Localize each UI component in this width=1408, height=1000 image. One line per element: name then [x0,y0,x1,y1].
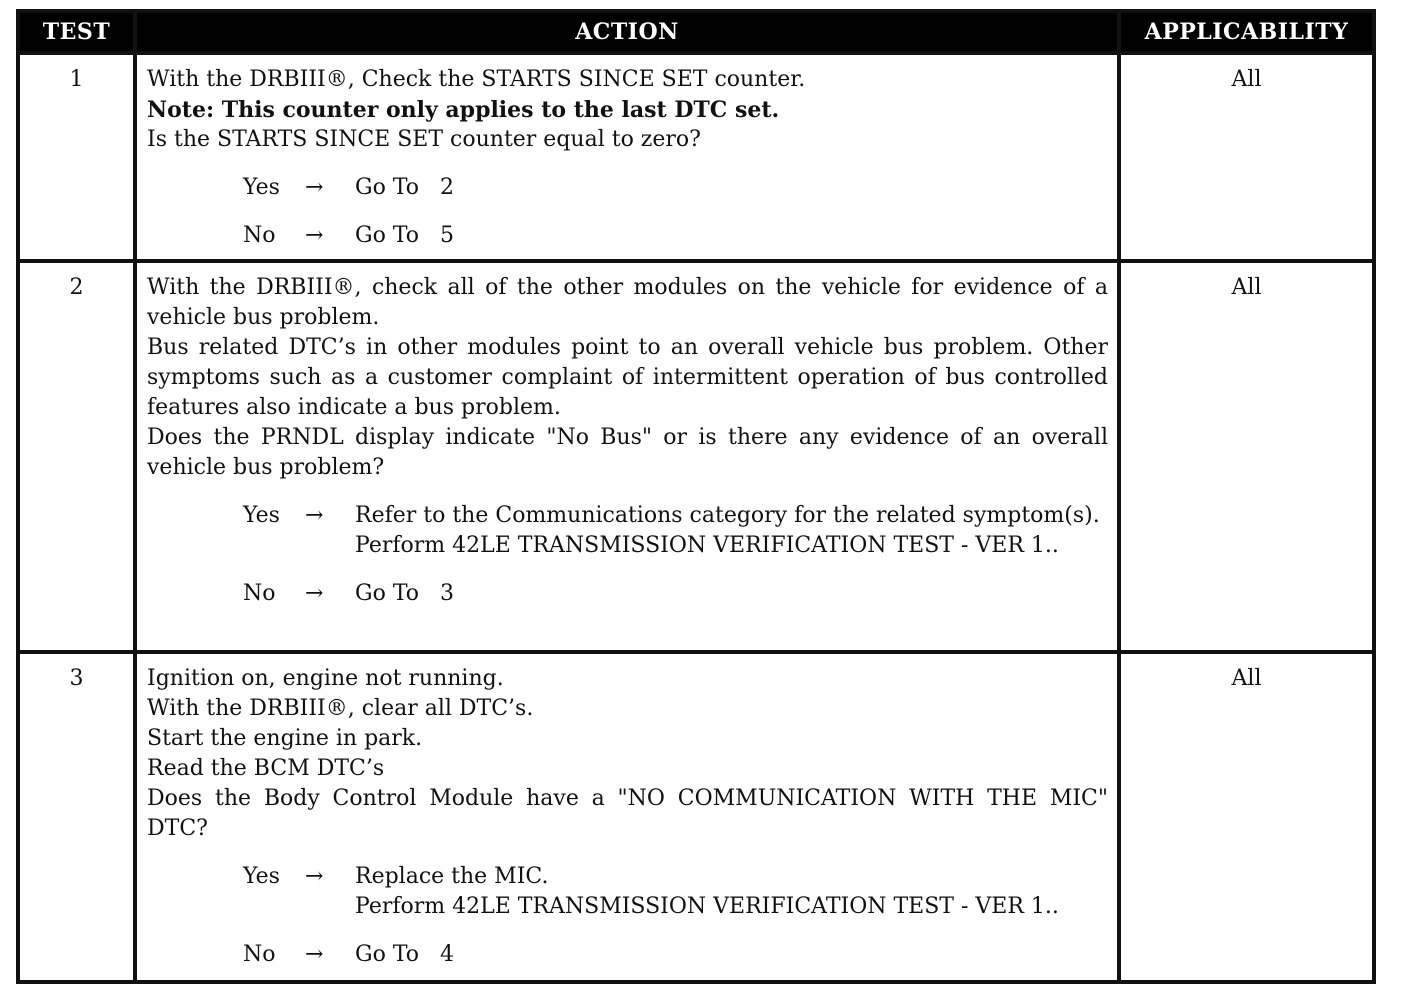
header-test: TEST [18,11,135,53]
header-applicability: APPLICABILITY [1119,11,1374,53]
table-row [18,261,1374,652]
yes-label: Yes [243,503,280,528]
yes-branch [147,173,1108,203]
no-result: Go To 4 [355,942,454,967]
action-step: Start the engine in park. [147,726,423,751]
action-cell [135,53,1119,261]
table-row [18,652,1374,982]
action-step: Ignition on, engine not running. [147,666,504,691]
no-result: Go To 3 [355,581,454,606]
action-step: With the DRBIII®, check all of the other modules on the vehicle for evidence of a vehicle bus problem. [147,275,1108,330]
action-step: Bus related DTC’s in other modules point to an overall vehicle bus problem. Other symptoms such as a customer complaint of intermittent operation of bus controlled features also indicate a bus problem. [147,335,1108,420]
yes-label: Yes [243,864,280,889]
action-note: Note: This counter only applies to the last DTC set. [147,97,780,123]
yes-result: Replace the MIC. [355,864,549,889]
action-step: With the DRBIII®, Check the STARTS SINCE SET counter. [147,67,806,92]
arrow-icon: → [305,864,324,889]
arrow-icon: → [305,581,324,606]
action-step: With the DRBIII®, clear all DTC’s. [147,696,534,721]
action-cell [135,652,1119,982]
action-step: Read the BCM DTC’s [147,756,385,781]
test-number: 3 [18,652,135,982]
applicability-value: All [1119,53,1374,261]
table-header-row [18,11,1374,53]
no-branch [147,940,1108,970]
action-question: Does the PRNDL display indicate "No Bus" or is there any evidence of an overall vehicle bus problem? [147,425,1108,480]
arrow-icon: → [305,175,324,200]
action-question: Is the STARTS SINCE SET counter equal to zero? [147,127,701,152]
arrow-icon: → [305,503,324,528]
header-action: ACTION [135,11,1119,53]
no-result: Go To 5 [355,223,454,248]
arrow-icon: → [305,942,324,967]
no-label: No [243,942,276,967]
applicability-value: All [1119,652,1374,982]
arrow-icon: → [305,223,324,248]
yes-result: Go To 2 [355,175,454,200]
no-branch [147,579,1108,609]
table-row [18,53,1374,261]
action-question: Does the Body Control Module have a "NO COMMUNICATION WITH THE MIC" DTC? [147,786,1108,841]
diagnostic-test-table [16,9,1376,984]
applicability-value: All [1119,261,1374,652]
yes-branch [147,862,1108,922]
yes-result: Perform 42LE TRANSMISSION VERIFICATION TEST - VER 1.. [355,533,1059,558]
no-label: No [243,581,276,606]
action-cell [135,261,1119,652]
yes-branch [147,501,1108,561]
yes-label: Yes [243,175,280,200]
no-label: No [243,223,276,248]
yes-result: Perform 42LE TRANSMISSION VERIFICATION TEST - VER 1.. [355,894,1059,919]
test-number: 2 [18,261,135,652]
test-number: 1 [18,53,135,261]
no-branch [147,221,1108,251]
yes-result: Refer to the Communications category for the related symptom(s). [355,503,1100,528]
